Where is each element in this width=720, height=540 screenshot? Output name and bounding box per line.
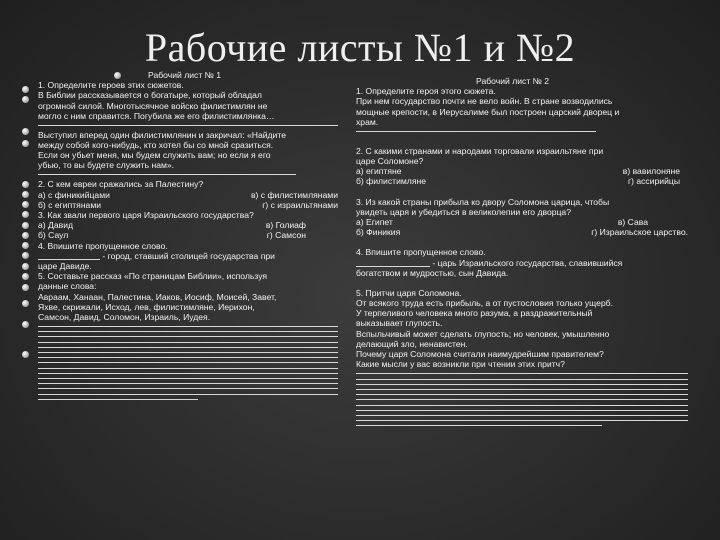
- answer-option: б) с египтянами: [38, 199, 102, 210]
- fill-in-text: - царь Израильского государства, славившийся: [432, 257, 623, 268]
- story-text: Если он убьет меня, мы будем служить вам; но если я его: [38, 150, 271, 161]
- fill-in-text: царе Давиде.: [38, 260, 92, 271]
- answer-line: [38, 336, 338, 337]
- answer-options-row: [356, 227, 688, 237]
- bullet-dot: [22, 211, 29, 218]
- proverb-question: Почему царя Соломона считали наимудрейшим правителем?: [356, 349, 604, 359]
- answer-line: [38, 326, 338, 327]
- slide-title: Рабочие листы №1 и №2: [144, 25, 576, 70]
- proverb-text: От всякого труда есть прибыль, а от пустословия только ущерб.: [356, 298, 613, 309]
- proverb-text: делающий зло, ненавистен.: [356, 338, 468, 349]
- proverb-text: выказывает глупость.: [356, 318, 443, 329]
- answer-line: [356, 373, 688, 374]
- answer-option: в) Голиаф: [265, 220, 306, 231]
- answer-options-row: [38, 190, 338, 200]
- answer-line: [38, 378, 338, 379]
- bullet-dot: [22, 300, 29, 307]
- bullet-dot: [22, 263, 29, 270]
- answer-line: [356, 410, 688, 411]
- answer-option: а) Египет: [356, 216, 393, 227]
- blank-line: [38, 251, 100, 260]
- bullet-dot: [22, 191, 29, 198]
- answer-option: а) Давид: [38, 220, 74, 231]
- answer-line: [38, 331, 338, 332]
- answer-option: б) филистимляне: [356, 176, 426, 187]
- answer-line: [38, 125, 338, 126]
- answer-line: [356, 394, 688, 395]
- writing-lines: [356, 373, 688, 426]
- bullet-dot: [22, 232, 29, 239]
- answer-line: [38, 362, 338, 363]
- fill-in-line: [38, 251, 338, 261]
- question-4: 4. Впишите пропущенное слово.: [356, 247, 486, 258]
- story-text: Выступил вперед один филистимлянин и закричал: «Найдите: [38, 129, 286, 140]
- worksheet-1: [38, 70, 338, 404]
- answer-option: б) Финикия: [356, 227, 401, 238]
- answer-line: [356, 399, 688, 400]
- question-2-text: царе Соломоне?: [356, 156, 424, 166]
- bullet-dot: [22, 242, 29, 249]
- proverb-text: Вспыльчивый может сделать глупость; но человек, умышленно: [356, 328, 610, 339]
- answer-line: [356, 415, 688, 416]
- bullet-dot: [22, 96, 29, 103]
- bullet-dot: [22, 252, 29, 259]
- bullet-dot: [22, 201, 29, 208]
- story-text: могло с ним справится. Погубила же его филистимлянка…: [38, 110, 275, 121]
- bullet-dot: [22, 273, 29, 280]
- answer-line: [38, 342, 338, 343]
- bullet-dot: [22, 284, 29, 291]
- question-5: 5. Притчи царя Соломона.: [356, 287, 462, 298]
- answer-option: г) ассирийцы: [627, 176, 680, 187]
- question-1: 1. Определите героя этого сюжета.: [356, 86, 496, 97]
- answer-line: [356, 379, 688, 380]
- answer-option: в) с филистимлянами: [250, 189, 338, 200]
- fill-in-line: [356, 258, 688, 268]
- bullet-dot: [22, 140, 29, 147]
- question-3-text: увидеть царя и убедиться в великолепии его дворца?: [356, 206, 571, 217]
- answer-options-row: [38, 220, 338, 230]
- question-5: 5. Составьте рассказ «По страницам Библии», используя: [38, 271, 268, 282]
- blank-line: [356, 258, 430, 267]
- writing-lines: [38, 326, 338, 400]
- answer-options-row: [38, 200, 338, 210]
- answer-line: [38, 383, 338, 384]
- bullet-dot: [22, 128, 29, 135]
- worksheet-2: [356, 70, 688, 430]
- story-text: мощные крепости, в Иерусалиме был построен царский дворец и: [356, 106, 620, 117]
- word-list: Самсон, Давид, Соломон, Израиль, Иудея.: [38, 311, 211, 322]
- bullet-dot: [22, 222, 29, 229]
- bullet-dot: [22, 181, 29, 188]
- answer-option: г) Самсон: [266, 230, 306, 241]
- question-3: 3. Как звали первого царя Израильского государства?: [38, 210, 254, 220]
- answer-options-row: [38, 230, 338, 240]
- answer-option: в) вавилоняне: [622, 166, 680, 177]
- answer-options-row: [356, 176, 688, 186]
- answer-line: [356, 389, 688, 390]
- answer-line: [356, 384, 688, 385]
- proverb-question: Какие мысли у вас возникли при чтении этих притч?: [356, 359, 565, 370]
- answer-option: а) египтяне: [356, 166, 402, 177]
- answer-line: [38, 352, 338, 353]
- word-list: Яхве, скрижали, Исход, лев, филистимляне, Иерихон,: [38, 301, 255, 312]
- answer-options-row: [356, 166, 688, 176]
- answer-line: [356, 131, 596, 132]
- answer-line: [38, 399, 198, 400]
- story-text: В Библии рассказывается о богатыре, который обладал: [38, 90, 262, 101]
- word-list: Авраам, Ханаан, Палестина, Иаков, Иосиф, Моисей, Завет,: [38, 291, 277, 302]
- answer-option: г) с израильтянами: [262, 199, 338, 210]
- story-text: При нем государство почти не вело войн. В стране возводились: [356, 96, 613, 107]
- story-text: между собой кого-нибудь, кто хотел бы со мной сразиться.: [38, 140, 274, 150]
- bullet-dot: [22, 86, 29, 93]
- answer-line: [38, 373, 338, 374]
- question-5-text: данные слова:: [38, 281, 97, 292]
- answer-options-row: [356, 217, 688, 227]
- answer-line: [38, 388, 338, 389]
- question-4: 4. Впишите пропущенное слово.: [38, 240, 168, 251]
- proverb-text: У терпеливого человека много разума, а раздражительный: [356, 308, 593, 319]
- answer-option: б) Саул: [38, 230, 69, 241]
- answer-option: в) Сава: [617, 216, 648, 227]
- question-2: 2. С кем евреи сражались за Палестину?: [38, 179, 204, 190]
- story-text: храм.: [356, 116, 379, 127]
- worksheet-1-header: Рабочий лист № 1: [148, 70, 222, 80]
- answer-line: [38, 347, 338, 348]
- story-text: убью, то вы будете служить нам».: [38, 160, 175, 171]
- answer-line: [356, 425, 602, 426]
- answer-option: а) с финикийцами: [38, 189, 110, 200]
- answer-line: [38, 368, 338, 369]
- story-text: огромной силой. Многотысячное войско филистимлян не: [38, 100, 268, 111]
- question-3: 3. Из какой страны прибыла ко двору Соломона царица, чтобы: [356, 196, 610, 207]
- fill-in-text: богатством и мудростью, сын Давида.: [356, 267, 509, 278]
- answer-line: [356, 420, 688, 421]
- question-1: 1. Определите героев этих сюжетов.: [38, 80, 184, 91]
- answer-option: г) Израильское царство.: [591, 227, 688, 238]
- bullet-dot: [22, 321, 29, 328]
- answer-line: [38, 174, 296, 175]
- answer-line: [356, 405, 688, 406]
- fill-in-text: - город, ставший столицей государства при: [102, 250, 275, 261]
- answer-line: [38, 394, 338, 395]
- question-2: 2. С какими странами и народами торговали израильтяне при: [356, 145, 604, 156]
- worksheet-2-header: Рабочий лист № 2: [476, 76, 550, 86]
- bullet-dot: [22, 351, 29, 358]
- answer-line: [38, 357, 338, 358]
